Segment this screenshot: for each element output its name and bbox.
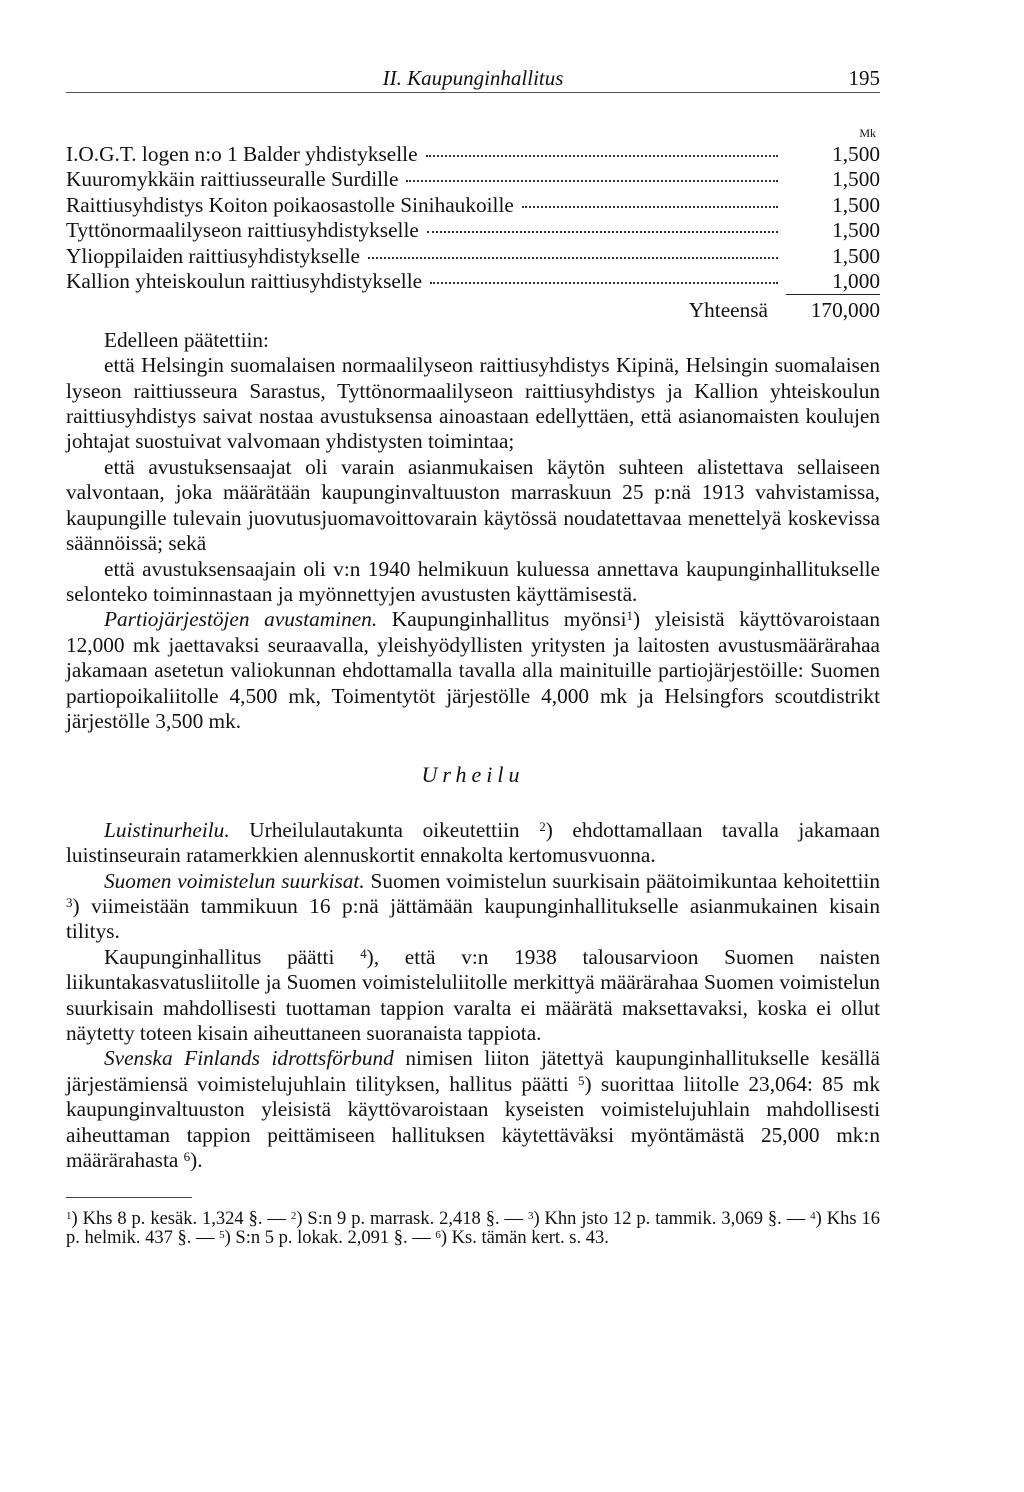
table-row — [66, 218, 880, 243]
footnote-number: 3 — [527, 1210, 534, 1223]
footnote-text: ) Khs 16 p. helmik. 437 §. — — [66, 1209, 880, 1249]
page-number: 195 — [848, 66, 880, 90]
paragraph-text: ) viimeistään tammikuun 16 p:nä jättämään kaupunginhallitukselle asianmukainen kisain tilitys. — [66, 893, 880, 944]
footnote-number: 6 — [435, 1229, 441, 1242]
footnote-ref: 2 — [539, 818, 546, 834]
leader-dots — [427, 231, 778, 233]
footnote-ref: 3 — [66, 894, 73, 910]
paragraph-text: Kaupunginhallitus myönsi — [377, 607, 627, 632]
footnote-number: 2 — [290, 1210, 297, 1223]
row-amount: 1,500 — [832, 218, 880, 243]
footnote-text: ) Khn jsto 12 p. tammik. 3,069 §. — — [533, 1209, 811, 1230]
row-label: Kuuromykkäin raittiusseuralle Surdille — [66, 167, 399, 192]
total-label: Yhteensä — [688, 298, 768, 323]
running-header — [66, 62, 880, 93]
paragraph-heading: Svenska Finlands idrottsförbund — [104, 1046, 394, 1071]
paragraph-text: ) ehdottamallaan tavalla jakamaan luistinseurain ratamerkkien alennuskortit ennakolta kertomusvuonna. — [66, 817, 880, 868]
paragraph-heading: Luistinurheilu. — [104, 817, 230, 842]
row-amount: 1,500 — [832, 243, 880, 268]
paragraph-text: ). — [190, 1148, 203, 1173]
footnote-number: 4 — [810, 1210, 816, 1223]
footnote-text: ) S:n 5 p. lokak. 2,091 §. — — [224, 1228, 436, 1249]
footnote-number: 5 — [219, 1229, 225, 1242]
row-amount: 1,500 — [832, 142, 880, 166]
paragraph-heading: Partiojärjestöjen avustaminen. — [104, 607, 378, 632]
footnote-text: ) Khs 8 p. kesäk. 1,324 §. — — [71, 1209, 291, 1230]
row-label: I.O.G.T. logen n:o 1 Balder yhdistykselle — [66, 142, 418, 166]
table-row — [66, 167, 880, 192]
leader-dots — [522, 206, 778, 208]
paragraph — [66, 1046, 880, 1173]
paragraph-text: ) yleisistä käyttövaroistaan 12,000 mk jaettavaksi seuraavalla, yleishyödyllisten yritysten ja laitosten avustusmäärärahaa jakamaan asetetun valiokunnan ehdottamalla tavalla alla mainituille partiojärjestöille: Suomen partiopoikaliitolle 4,500 mk, Toimentytöt järjestölle 4,000 mk ja Helsingfors scoutdistrikt järjestölle 3,500 mk. — [66, 607, 880, 733]
row-label: Ylioppilaiden raittiusyhdistykselle — [66, 243, 360, 268]
table-row — [66, 269, 880, 295]
table-row — [66, 142, 880, 167]
footnote-ref: 5 — [577, 1072, 585, 1088]
row-label: Raittiusyhdistys Koiton poikaosastolle Sinihaukoille — [66, 192, 514, 217]
paragraph-heading: Suomen voimistelun suurkisat. — [104, 868, 365, 893]
allocation-table — [66, 142, 880, 324]
paragraph: että avustuksensaajat oli varain asianmukaisen käytön suhteen alistettava sellaiseen valvontaan, joka määrätään kaupunginvaltuuston marraskuun 25 p:nä 1913 vahvistamissa, kaupungille tulevain juovutusjuomavoittovarain käytössä noudatettavaa menettelyä koskevissa säännöissä; sekä — [66, 454, 880, 556]
table-row — [66, 244, 880, 269]
table-unit-label: Mk — [859, 126, 876, 140]
paragraph-text: nimisen liiton jätettyä kaupunginhallitukselle kesällä järjestämiensä voimistelujuhlain tilityksen, hallitus päätti — [66, 1046, 880, 1096]
paragraph-text: Kaupunginhallitus päätti — [104, 944, 361, 969]
footnote-text: ) Ks. tämän kert. s. 43. — [440, 1228, 609, 1249]
table-total — [66, 298, 880, 323]
paragraph-text: Urheilulautakunta oikeutettiin — [229, 817, 540, 842]
paragraph — [66, 945, 880, 1047]
total-value: 170,000 — [810, 298, 880, 323]
paragraph: Edelleen päätettiin: — [104, 327, 269, 352]
footnote-divider — [66, 1197, 192, 1198]
paragraph-text: Suomen voimistelun suurkisain päätoimikuntaa kehoitettiin — [364, 868, 880, 893]
footnote-number: 1 — [66, 1210, 72, 1223]
running-title: II. Kaupunginhallitus — [382, 66, 564, 90]
paragraph — [66, 607, 880, 734]
leader-dots — [406, 180, 778, 182]
paragraph-text: ) suorittaa liitolle 23,064: 85 mk kaupunginvaltuuston yleisistä käyttövaroistaan kyseisten voimistelujuhlain mahdollisesti aiheuttaman tappion peittämiseen hallituksen käytettäväksi myöntämästä 25,000 mk:n määrärahasta — [66, 1071, 880, 1173]
paragraph — [66, 869, 880, 945]
leader-dots — [430, 282, 778, 284]
row-label: Kallion yhteiskoulun raittiusyhdistykselle — [66, 269, 423, 294]
paragraph: että Helsingin suomalaisen normaalilyseon raittiusyhdistys Kipinä, Helsingin suomalaisen lyseon raittiusseura Sarastus, Tyttönormaalilyseon raittiusyhdistys ja Kallion yhteiskoulun raittiusyhdistys saivat nostaa avustuksensa ainoastaan edellyttäen, että asianomaisten koulujen johtajat suostuivat valvomaan yhdistysten toimintaa; — [66, 353, 880, 454]
footnote-ref: 1 — [626, 608, 634, 624]
footnote-ref: 6 — [183, 1149, 191, 1165]
table-row — [66, 193, 880, 218]
paragraph: että avustuksensaajain oli v:n 1940 helmikuun kuluessa annettava kaupunginhallitukselle selonteko toiminnastaan ja myönnettyjen avustusten käyttämisestä. — [66, 556, 880, 606]
row-label: Tyttönormaalilyseon raittiusyhdistykselle — [66, 218, 419, 243]
page-content — [66, 126, 880, 1248]
footnote-text: ) S:n 9 p. marrask. 2,418 §. — — [296, 1209, 528, 1230]
row-amount: 1,500 — [832, 167, 880, 192]
paragraph-text: ), että v:n 1938 talousarvioon Suomen naisten liikuntakasvatusliitolle ja Suomen voimisteluliitolle merkittyä määrärahaa Suomen voimistelun suurkisain mahdollisesti tuottaman tappion varalta ei määrätä maksettavaksi, koska ei ollut näytetty toteen kisain aiheuttaneen suoranaista tappiota. — [66, 944, 880, 1045]
row-amount: 1,000 — [786, 269, 880, 295]
footnote-ref: 4 — [360, 945, 367, 961]
paragraph — [66, 818, 880, 869]
footnotes — [66, 1210, 880, 1248]
leader-dots — [368, 257, 778, 259]
leader-dots — [426, 155, 778, 157]
section-heading: Urheilu — [421, 762, 525, 788]
row-amount: 1,500 — [832, 192, 880, 217]
